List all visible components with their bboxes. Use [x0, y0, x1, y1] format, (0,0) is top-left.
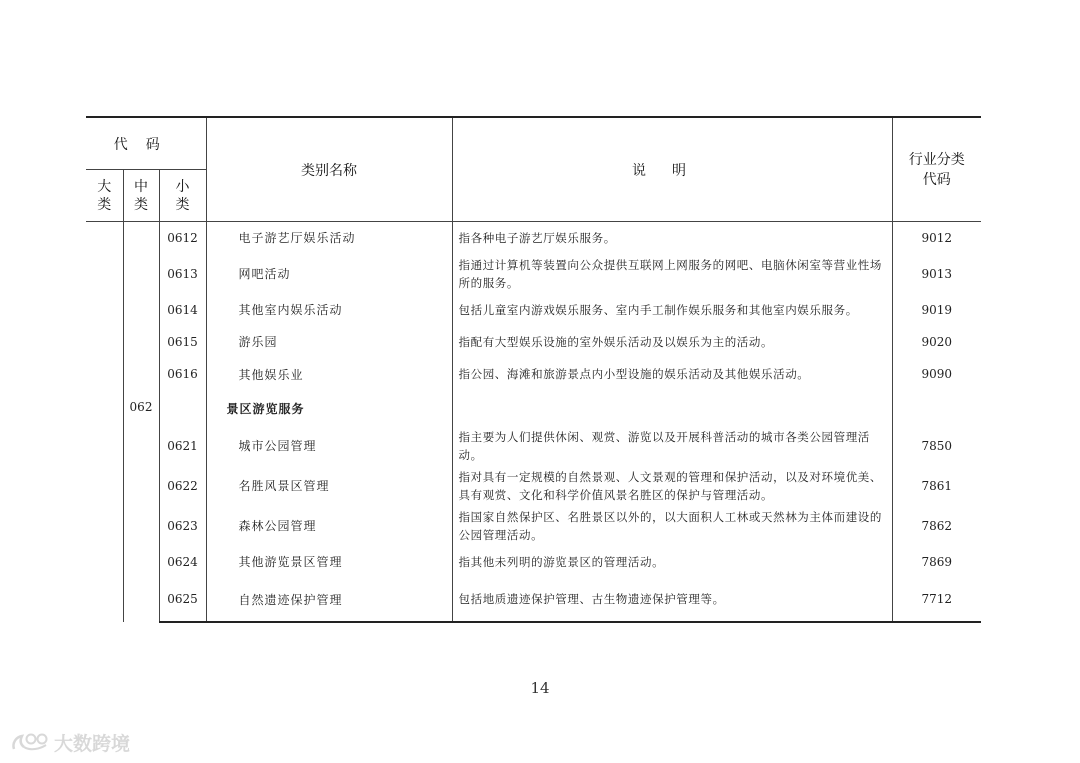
classification-table — [86, 116, 981, 623]
cell-major — [86, 222, 123, 622]
cell-industry-code: 7869 — [921, 554, 953, 569]
cell-description: 包括儿童室内游戏娱乐服务、室内手工制作娱乐服务和其他室内娱乐服务。 — [452, 294, 892, 326]
watermark-text: 大数跨境 — [54, 732, 131, 755]
header-mid-text: 中类 — [134, 178, 148, 213]
cell-category-name: 名胜风景区管理 — [206, 466, 452, 506]
cell-industry-code — [892, 391, 981, 426]
cell-minor-code: 0623 — [159, 506, 206, 546]
table-row — [86, 294, 981, 326]
table-row — [86, 391, 981, 426]
cell-category-name: 自然遗迹保护管理 — [206, 578, 452, 622]
classification-table-container — [86, 116, 981, 623]
cell-category-name: 景区游览服务 — [206, 391, 452, 426]
header-category-name: 类别名称 — [206, 117, 452, 222]
cell-category-name: 游乐园 — [206, 326, 452, 358]
header-description: 说明 — [452, 117, 892, 222]
cell-description: 指国家自然保护区、名胜景区以外的，以大面积人工林或天然林为主体而建设的公园管理活动。 — [452, 506, 892, 546]
header-major — [86, 170, 123, 222]
cell-description: 指主要为人们提供休闲、观赏、游览以及开展科普活动的城市各类公园管理活动。 — [452, 426, 892, 466]
cell-description — [452, 391, 892, 426]
cell-minor-code: 0621 — [159, 426, 206, 466]
table-row — [86, 578, 981, 622]
cell-industry-code: 9090 — [921, 367, 953, 381]
cell-category-name: 其他游览景区管理 — [206, 546, 452, 578]
cell-category-name: 网吧活动 — [206, 254, 452, 294]
page-number: 14 — [530, 679, 550, 697]
cell-description: 指各种电子游艺厅娱乐服务。 — [452, 222, 892, 254]
cell-minor-code: 0615 — [159, 326, 206, 358]
cell-minor-code: 0624 — [159, 546, 206, 578]
cell-industry-code: 7850 — [921, 438, 953, 453]
table-row — [86, 222, 981, 254]
table-row — [86, 358, 981, 391]
cell-industry-code: 7861 — [921, 478, 953, 493]
header-minor-text: 小类 — [175, 178, 190, 213]
cell-description: 指公园、海滩和旅游景点内小型设施的娱乐活动及其他娱乐活动。 — [452, 358, 892, 391]
table-row — [86, 326, 981, 358]
cell-category-name: 其他娱乐业 — [206, 358, 452, 391]
header-major-text: 大类 — [97, 178, 112, 213]
cell-minor-code: 0622 — [159, 466, 206, 506]
cell-minor-code: 0616 — [159, 358, 206, 391]
cell-minor-code — [159, 391, 206, 426]
cell-industry-code: 9019 — [921, 302, 953, 317]
watermark — [10, 728, 130, 756]
header-minor — [159, 170, 206, 222]
header-mid — [123, 170, 159, 222]
cell-minor-code: 0612 — [159, 222, 206, 254]
cell-minor-code: 0625 — [159, 578, 206, 622]
cell-category-name: 其他室内娱乐活动 — [206, 294, 452, 326]
table-row — [86, 546, 981, 578]
cell-description: 指其他未列明的游览景区的管理活动。 — [452, 546, 892, 578]
cell-industry-code: 7712 — [892, 578, 981, 622]
table-row — [86, 426, 981, 466]
cell-industry-code: 7862 — [921, 518, 953, 533]
cell-industry-code: 9012 — [921, 230, 953, 245]
cell-minor-code: 0613 — [159, 254, 206, 294]
cell-category-name: 电子游艺厅娱乐活动 — [206, 222, 452, 254]
cell-industry-code: 9020 — [921, 334, 953, 349]
watermark-logo-icon — [10, 731, 50, 753]
header-industry-code — [892, 117, 981, 222]
cell-description: 指对具有一定规模的自然景观、人文景观的管理和保护活动，以及对环境优美、具有观赏、文化和科学价值风景名胜区的保护与管理活动。 — [452, 466, 892, 506]
header-code: 代码 — [86, 117, 206, 170]
cell-description: 包括地质遗迹保护管理、古生物遗迹保护管理等。 — [452, 578, 892, 622]
table-row — [86, 506, 981, 546]
cell-category-name: 森林公园管理 — [206, 506, 452, 546]
cell-industry-code: 9013 — [921, 266, 953, 281]
cell-description: 指通过计算机等装置向公众提供互联网上网服务的网吧、电脑休闲室等营业性场所的服务。 — [452, 254, 892, 294]
cell-minor-code: 0614 — [159, 294, 206, 326]
table-row — [86, 254, 981, 294]
header-industry-code-text: 行业分类代码 — [908, 151, 965, 188]
cell-mid-code: 062 — [123, 222, 159, 622]
cell-category-name: 城市公园管理 — [206, 426, 452, 466]
cell-description: 指配有大型娱乐设施的室外娱乐活动及以娱乐为主的活动。 — [452, 326, 892, 358]
table-row — [86, 466, 981, 506]
table-body — [86, 222, 981, 622]
